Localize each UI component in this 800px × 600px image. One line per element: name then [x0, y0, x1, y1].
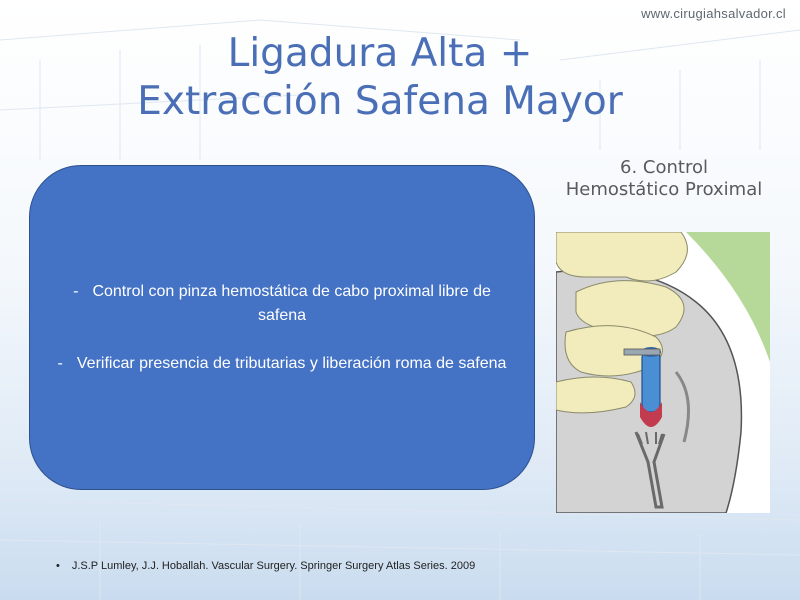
reference-citation	[56, 560, 475, 572]
content-box	[29, 165, 535, 490]
title-line-2: Extracción Safena Mayor	[137, 79, 623, 124]
list-item	[56, 280, 508, 328]
title-line-1: Ligadura Alta +	[227, 31, 533, 76]
site-url: www.cirugiahsalvador.cl	[641, 6, 786, 21]
slide-title	[80, 30, 680, 126]
caption-line-1: 6. Control	[620, 157, 708, 178]
list-item	[58, 352, 507, 376]
surgical-illustration	[556, 232, 770, 513]
bullet-dot: •	[56, 560, 60, 572]
reference-text: J.S.P Lumley, J.J. Hoballah. Vascular Surgery. Springer Surgery Atlas Series. 2009	[71, 560, 476, 572]
image-caption	[548, 157, 780, 201]
list-item-text: Control con pinza hemostática de cabo proximal libre de safena	[92, 282, 491, 324]
caption-line-2: Hemostático Proximal	[565, 179, 763, 200]
list-item-text: Verificar presencia de tributarias y liberación roma de safena	[76, 354, 507, 372]
dash-marker: -	[57, 354, 63, 372]
dash-marker: -	[73, 282, 79, 300]
